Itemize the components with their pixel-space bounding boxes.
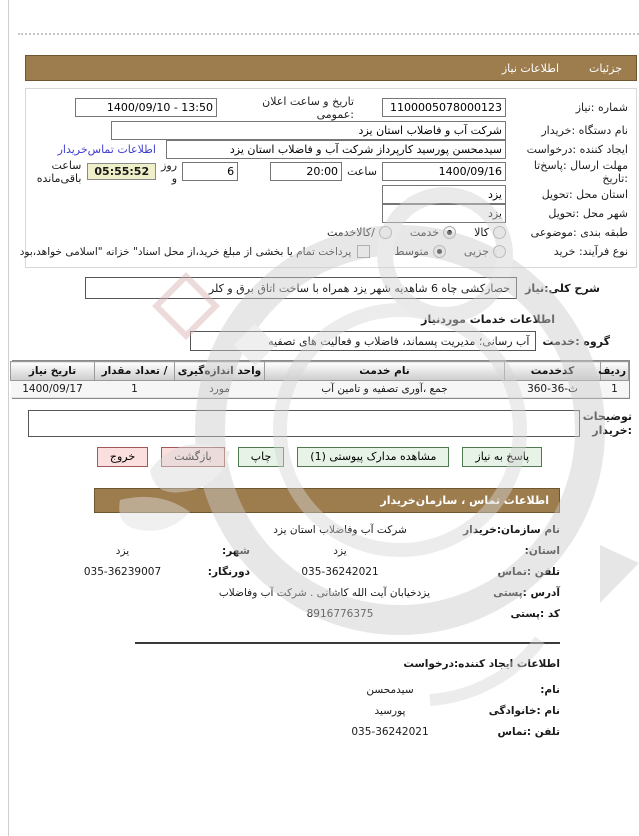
need-number-field[interactable] xyxy=(382,98,506,117)
cell-need-date: 1400/09/17 xyxy=(11,381,95,398)
cell-row: 1 xyxy=(601,381,629,398)
org-province-value: یزد xyxy=(333,545,347,557)
buyer-device-label: نام دستگاه :خریدار xyxy=(541,123,628,137)
org-city-value: یزد xyxy=(115,545,130,557)
deadline-days-label: روز و xyxy=(161,158,178,185)
deadline-hour-field[interactable] xyxy=(270,162,342,181)
radio-partial-icon[interactable] xyxy=(493,245,506,258)
org-postal-code-value: 8916776375 xyxy=(306,608,374,620)
cell-unit: مورد xyxy=(175,381,265,398)
service-group-label: گروه :خدمت xyxy=(542,334,610,348)
radio-service[interactable] xyxy=(410,226,456,239)
back-button[interactable]: بازگشت xyxy=(161,447,225,467)
org-fax-label: دورنگار: xyxy=(207,566,250,578)
need-number-label: شماره :نیاز xyxy=(575,101,628,115)
cell-quantity: 1 xyxy=(95,381,175,398)
row-org-name xyxy=(60,524,560,536)
radio-partial[interactable] xyxy=(464,245,506,258)
row-org-phone-fax xyxy=(60,566,560,578)
row-process-type xyxy=(19,242,628,261)
org-address-label: آدرس :پستی xyxy=(493,587,560,599)
radio-goods-label: کالا xyxy=(474,226,489,239)
buyer-contact-link[interactable]: اطلاعات تماس‌خریدار xyxy=(57,142,156,156)
radio-service-label: خدمت xyxy=(409,226,440,239)
creator-first-name-value: سیدمحسن xyxy=(366,684,414,696)
radio-partial-label: جزیی xyxy=(463,245,489,258)
radio-goods-service-icon[interactable] xyxy=(379,226,392,239)
view-attachments-button[interactable]: مشاهده مدارک پیوستی (1) xyxy=(297,447,449,467)
creator-phone-label: تلفن :تماس xyxy=(497,726,560,738)
radio-medium[interactable] xyxy=(394,245,446,258)
delivery-city-label: شهر محل :تحویل xyxy=(548,207,628,220)
row-creator-last-name xyxy=(160,705,560,717)
treasury-note: پرداخت تمام یا بخشی از مبلغ خرید،از محل اسناد" خزانه "اسلامی خواهد،بود xyxy=(19,245,352,258)
row-org-province-city xyxy=(60,545,560,557)
page-left-border xyxy=(8,0,9,836)
remaining-time-countdown: 05:55:52 xyxy=(87,163,156,180)
deadline-date-field[interactable] xyxy=(382,162,506,181)
row-need-number xyxy=(34,95,628,121)
row-request-creator xyxy=(34,140,628,159)
col-service-code: کدخدمت xyxy=(505,362,601,381)
row-buyer-notes xyxy=(28,410,632,438)
table-row xyxy=(11,381,629,398)
services-section-title: اطلاعات خدمات موردنیاز xyxy=(421,313,555,326)
radio-goods-icon[interactable] xyxy=(493,226,506,239)
radio-medium-label: متوسط xyxy=(394,245,429,258)
radio-service-icon[interactable] xyxy=(443,226,456,239)
request-creator-field[interactable] xyxy=(166,140,506,159)
announce-label: تاریخ و ساعت اعلان :عمومی xyxy=(262,94,354,121)
org-phone-value: 035-36242021 xyxy=(301,566,379,578)
org-province-label: استان: xyxy=(524,545,560,557)
buyer-notes-field[interactable] xyxy=(28,410,580,437)
treasury-checkbox[interactable] xyxy=(357,245,370,258)
creator-last-name-value: پورسید xyxy=(374,705,406,717)
creator-last-name-label: نام :خانوادگی xyxy=(488,705,560,717)
org-city-label: شهر: xyxy=(222,545,250,557)
services-table xyxy=(12,360,630,399)
radio-goods[interactable] xyxy=(474,226,506,239)
row-need-description xyxy=(25,277,637,299)
cell-service-name: جمع ،آوری تصفیه و تامین آب xyxy=(265,381,505,398)
radio-goods-service[interactable] xyxy=(327,226,392,239)
deadline-hour-label: ساعت xyxy=(347,165,377,179)
creator-first-name-label: نام: xyxy=(540,684,560,696)
delivery-city-field[interactable] xyxy=(382,204,506,223)
org-phone-label: تلفن :تماس xyxy=(497,566,560,578)
col-need-date: تاریخ نیاز xyxy=(11,362,95,381)
row-service-group xyxy=(25,331,637,351)
col-quantity: / تعداد مقدار xyxy=(95,362,175,381)
cell-service-code: 360-36-ث xyxy=(505,381,601,398)
buyer-org-section-header: اطلاعات تماس ، سازمان‌خریدار xyxy=(94,488,560,513)
org-address-value: یزدخیابان آیت الله کاشانی . شرکت آب وفاضلاب xyxy=(218,587,430,599)
col-unit: واحد اندازه‌گیری xyxy=(175,362,265,381)
buyer-org-contact-block xyxy=(60,524,560,629)
row-creator-first-name xyxy=(160,684,560,696)
org-fax-value: 035-36239007 xyxy=(83,566,162,578)
classification-label: طبقه بندی :موضوعی xyxy=(530,226,628,239)
row-delivery-city xyxy=(34,204,628,223)
request-creator-block xyxy=(160,658,560,747)
row-buyer-device xyxy=(34,121,628,140)
col-service-name: نام خدمت xyxy=(265,362,505,381)
need-description-field[interactable] xyxy=(85,277,517,299)
need-description-label: شرح کلی:نیاز xyxy=(525,281,600,295)
org-name-value: شرکت آب وفاضلاب استان یزد xyxy=(273,524,407,536)
service-group-field[interactable] xyxy=(190,331,536,351)
remaining-time-label: ساعت باقی‌مانده xyxy=(36,158,82,185)
row-creator-phone xyxy=(160,726,560,738)
buyer-notes-label: توضیحات :خریدار xyxy=(582,410,632,437)
row-classification xyxy=(34,223,628,242)
deadline-label: مهلت ارسال :پاسخ‌تا :تاریخ xyxy=(533,158,628,185)
delivery-province-field[interactable] xyxy=(382,185,506,204)
services-table-header-row xyxy=(11,362,629,381)
radio-medium-icon[interactable] xyxy=(433,245,446,258)
row-org-postal-code xyxy=(60,608,560,620)
delivery-province-label: استان محل :تحویل xyxy=(541,188,628,201)
section-divider xyxy=(135,642,560,644)
request-creator-title: اطلاعات ایجاد کننده:درخواست xyxy=(403,658,560,670)
respond-button[interactable]: پاسخ به نیاز xyxy=(462,447,542,467)
need-description-value: حصارکشی چاه 6 شاهدیه شهر یزد همراه با ساخت اتاق برق و کلر xyxy=(208,281,511,295)
print-button[interactable]: چاپ xyxy=(238,447,285,467)
announce-datetime-field[interactable] xyxy=(75,98,217,117)
action-buttons xyxy=(0,447,639,467)
row-org-address xyxy=(60,587,560,599)
row-delivery-province xyxy=(34,185,628,204)
org-postal-code-label: کد :پستی xyxy=(510,608,560,620)
tab-need-info[interactable]: اطلاعات نیاز xyxy=(501,61,560,75)
need-info-panel xyxy=(19,88,637,268)
radio-goods-service-label: /کالاخدمت xyxy=(327,226,375,239)
exit-button[interactable]: خروج xyxy=(97,447,148,467)
top-dotted-divider xyxy=(18,33,639,35)
tab-details[interactable]: جزئیات xyxy=(589,61,622,75)
service-group-value: آب رسانی؛ مدیریت پسماند، فاضلاب و فعالیت های تصفیه xyxy=(268,334,530,348)
process-type-label: نوع فرآیند: خرید xyxy=(553,245,628,258)
deadline-days-field[interactable] xyxy=(182,162,238,181)
creator-phone-value: 035-36242021 xyxy=(351,726,429,738)
section-tabbar xyxy=(25,55,637,81)
request-creator-label: ایجاد کننده :درخواست xyxy=(526,142,628,156)
buyer-device-field[interactable] xyxy=(111,121,506,140)
org-name-label: نام سازمان:خریدار xyxy=(463,524,560,536)
col-row: ردیف xyxy=(601,362,629,381)
row-deadline xyxy=(34,159,628,185)
